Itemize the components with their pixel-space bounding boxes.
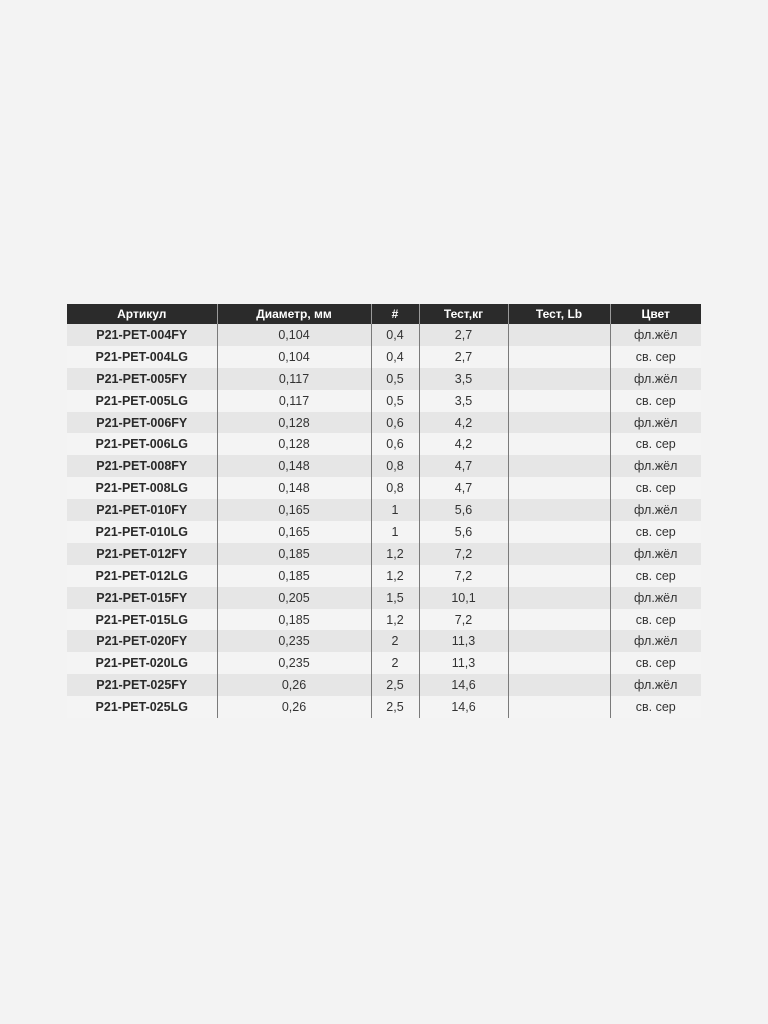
cell-diameter: 0,26 [217, 674, 371, 696]
cell-article: P21-PET-006LG [67, 433, 217, 455]
cell-number: 1,5 [371, 587, 419, 609]
table-row [67, 346, 701, 368]
cell-test-lb [508, 368, 610, 390]
cell-article: P21-PET-015LG [67, 609, 217, 631]
cell-test-kg: 3,5 [419, 368, 508, 390]
cell-test-kg: 11,3 [419, 652, 508, 674]
cell-diameter: 0,185 [217, 565, 371, 587]
cell-test-kg: 14,6 [419, 696, 508, 718]
cell-article: P21-PET-015FY [67, 587, 217, 609]
cell-test-kg: 5,6 [419, 499, 508, 521]
cell-color: св. сер [610, 565, 701, 587]
table-row [67, 455, 701, 477]
cell-color: св. сер [610, 609, 701, 631]
cell-number: 0,5 [371, 368, 419, 390]
cell-test-kg: 2,7 [419, 324, 508, 346]
cell-test-lb [508, 433, 610, 455]
cell-diameter: 0,148 [217, 455, 371, 477]
cell-article: P21-PET-020FY [67, 630, 217, 652]
table-row [67, 499, 701, 521]
cell-number: 2,5 [371, 674, 419, 696]
cell-test-lb [508, 499, 610, 521]
cell-test-kg: 7,2 [419, 543, 508, 565]
table-row [67, 652, 701, 674]
cell-test-lb [508, 455, 610, 477]
cell-test-kg: 4,7 [419, 455, 508, 477]
cell-number: 1 [371, 521, 419, 543]
cell-number: 0,6 [371, 433, 419, 455]
cell-article: P21-PET-005FY [67, 368, 217, 390]
cell-test-lb [508, 609, 610, 631]
cell-color: фл.жёл [610, 412, 701, 434]
cell-color: фл.жёл [610, 455, 701, 477]
cell-number: 1,2 [371, 609, 419, 631]
cell-number: 0,6 [371, 412, 419, 434]
header-test-lb: Тест, Lb [508, 304, 610, 324]
header-article: Артикул [67, 304, 217, 324]
cell-test-lb [508, 565, 610, 587]
cell-article: P21-PET-012LG [67, 565, 217, 587]
cell-test-lb [508, 346, 610, 368]
table-row [67, 543, 701, 565]
header-diameter: Диаметр, мм [217, 304, 371, 324]
cell-test-kg: 4,2 [419, 433, 508, 455]
cell-color: фл.жёл [610, 674, 701, 696]
cell-article: P21-PET-025FY [67, 674, 217, 696]
cell-article: P21-PET-012FY [67, 543, 217, 565]
cell-diameter: 0,205 [217, 587, 371, 609]
cell-color: св. сер [610, 433, 701, 455]
cell-diameter: 0,117 [217, 368, 371, 390]
cell-color: св. сер [610, 346, 701, 368]
cell-test-lb [508, 674, 610, 696]
cell-diameter: 0,148 [217, 477, 371, 499]
cell-color: фл.жёл [610, 368, 701, 390]
cell-test-kg: 3,5 [419, 390, 508, 412]
table-row [67, 609, 701, 631]
cell-test-kg: 2,7 [419, 346, 508, 368]
table-row [67, 521, 701, 543]
cell-test-lb [508, 412, 610, 434]
cell-diameter: 0,128 [217, 433, 371, 455]
table-header [67, 304, 701, 324]
cell-color: св. сер [610, 390, 701, 412]
cell-article: P21-PET-004FY [67, 324, 217, 346]
cell-article: P21-PET-008FY [67, 455, 217, 477]
cell-test-lb [508, 652, 610, 674]
cell-diameter: 0,165 [217, 499, 371, 521]
cell-color: св. сер [610, 477, 701, 499]
cell-number: 2,5 [371, 696, 419, 718]
cell-test-kg: 4,2 [419, 412, 508, 434]
cell-number: 0,8 [371, 477, 419, 499]
cell-article: P21-PET-006FY [67, 412, 217, 434]
cell-test-lb [508, 477, 610, 499]
cell-diameter: 0,117 [217, 390, 371, 412]
cell-article: P21-PET-010LG [67, 521, 217, 543]
cell-diameter: 0,185 [217, 609, 371, 631]
cell-diameter: 0,165 [217, 521, 371, 543]
spec-table [67, 304, 701, 718]
cell-number: 1 [371, 499, 419, 521]
cell-number: 1,2 [371, 565, 419, 587]
table-row [67, 368, 701, 390]
table-body [67, 324, 701, 718]
table-row [67, 674, 701, 696]
cell-article: P21-PET-025LG [67, 696, 217, 718]
cell-number: 0,4 [371, 324, 419, 346]
cell-article: P21-PET-005LG [67, 390, 217, 412]
cell-diameter: 0,235 [217, 630, 371, 652]
cell-test-lb [508, 696, 610, 718]
cell-number: 0,4 [371, 346, 419, 368]
cell-color: фл.жёл [610, 324, 701, 346]
cell-test-kg: 14,6 [419, 674, 508, 696]
cell-diameter: 0,104 [217, 346, 371, 368]
cell-color: фл.жёл [610, 630, 701, 652]
cell-test-kg: 7,2 [419, 565, 508, 587]
cell-test-lb [508, 587, 610, 609]
cell-test-lb [508, 543, 610, 565]
cell-color: фл.жёл [610, 499, 701, 521]
cell-number: 1,2 [371, 543, 419, 565]
table-row [67, 696, 701, 718]
cell-test-kg: 4,7 [419, 477, 508, 499]
cell-diameter: 0,104 [217, 324, 371, 346]
table-row [67, 324, 701, 346]
table-row [67, 630, 701, 652]
cell-test-kg: 7,2 [419, 609, 508, 631]
cell-diameter: 0,26 [217, 696, 371, 718]
cell-test-kg: 5,6 [419, 521, 508, 543]
cell-color: фл.жёл [610, 587, 701, 609]
cell-color: фл.жёл [610, 543, 701, 565]
header-number: # [371, 304, 419, 324]
cell-test-lb [508, 521, 610, 543]
header-color: Цвет [610, 304, 701, 324]
cell-article: P21-PET-020LG [67, 652, 217, 674]
cell-test-lb [508, 324, 610, 346]
cell-color: св. сер [610, 652, 701, 674]
spec-table-container [67, 304, 701, 718]
cell-test-lb [508, 630, 610, 652]
table-row [67, 565, 701, 587]
cell-test-kg: 11,3 [419, 630, 508, 652]
table-row [67, 412, 701, 434]
cell-diameter: 0,185 [217, 543, 371, 565]
header-test-kg: Тест,кг [419, 304, 508, 324]
table-row [67, 433, 701, 455]
cell-color: св. сер [610, 521, 701, 543]
cell-number: 2 [371, 630, 419, 652]
cell-test-kg: 10,1 [419, 587, 508, 609]
cell-test-lb [508, 390, 610, 412]
cell-article: P21-PET-004LG [67, 346, 217, 368]
cell-number: 2 [371, 652, 419, 674]
cell-article: P21-PET-008LG [67, 477, 217, 499]
header-row [67, 304, 701, 324]
table-row [67, 587, 701, 609]
cell-number: 0,8 [371, 455, 419, 477]
cell-color: св. сер [610, 696, 701, 718]
table-row [67, 390, 701, 412]
cell-article: P21-PET-010FY [67, 499, 217, 521]
cell-diameter: 0,235 [217, 652, 371, 674]
cell-number: 0,5 [371, 390, 419, 412]
cell-diameter: 0,128 [217, 412, 371, 434]
table-row [67, 477, 701, 499]
